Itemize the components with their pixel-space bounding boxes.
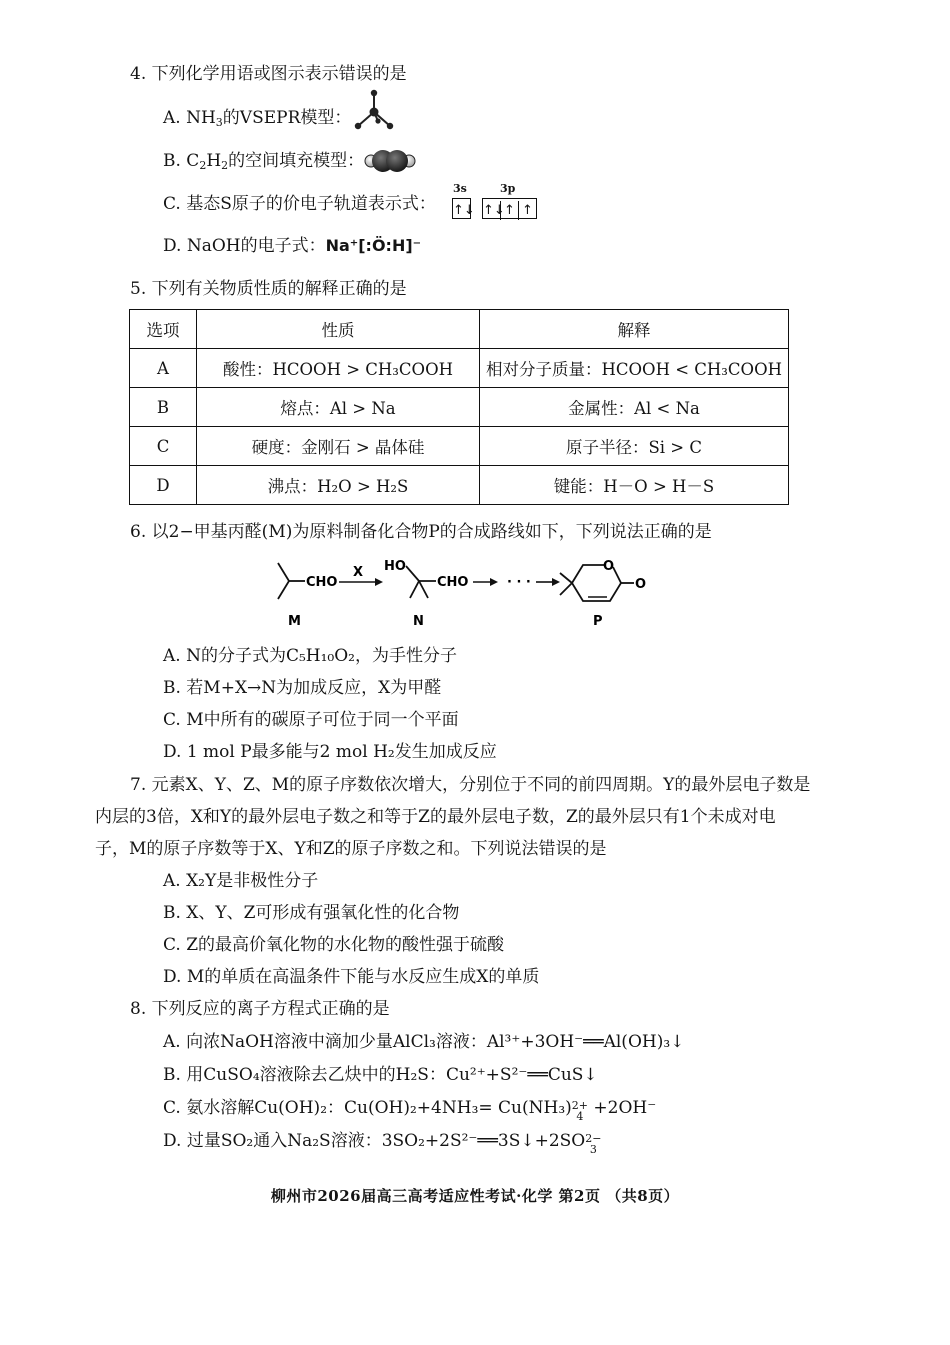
table-header: 解释 bbox=[480, 310, 789, 349]
q5-stem: 5. 下列有关物质性质的解释正确的是 bbox=[130, 279, 407, 299]
p-ring-oxygen: O bbox=[603, 559, 615, 574]
compound-label-n: N bbox=[413, 614, 424, 629]
ellipsis-steps: · · · bbox=[507, 575, 531, 590]
q6-stem: 6. 以2−甲基丙醛(M)为原料制备化合物P的合成路线如下，下列说法正确的是 bbox=[130, 522, 712, 542]
q7-option-d: D. M的单质在高温条件下能与水反应生成X的单质 bbox=[163, 967, 540, 987]
compound-label-m: M bbox=[288, 614, 301, 629]
naoh-electron-formula: Na⁺[:Ö:H]⁻ bbox=[325, 236, 422, 255]
arrow-reagent-label: X bbox=[353, 565, 364, 580]
table-cell: 键能：H－O > H－S bbox=[480, 466, 789, 505]
q8-stem: 8. 下列反应的离子方程式正确的是 bbox=[130, 999, 390, 1019]
table-cell: 金属性：Al < Na bbox=[480, 388, 789, 427]
orbital-label-3s: 3s bbox=[453, 182, 467, 195]
m-group-label: CHO bbox=[306, 575, 338, 590]
p-carbonyl-oxygen: O bbox=[635, 577, 647, 592]
q5-table bbox=[129, 309, 789, 505]
table-header: 性质 bbox=[197, 310, 480, 349]
q7-stem-line-1: 7. 元素X、Y、Z、M的原子序数依次增大，分别位于不同的前四周期。Y的最外层电子数是 bbox=[130, 775, 811, 795]
table-cell: 硬度：金刚石 > 晶体硅 bbox=[197, 427, 480, 466]
q4-option-a: A. $NH_3$的VSEPR模型： bbox=[163, 108, 352, 129]
synthesis-route-scheme bbox=[260, 555, 660, 635]
table-cell: 原子半径：Si > C bbox=[480, 427, 789, 466]
q6-option-a: A. N的分子式为C₅H₁₀O₂，为手性分子 bbox=[163, 646, 457, 666]
table-header: 选项 bbox=[130, 310, 197, 349]
q6-option-d: D. 1 mol P最多能与2 mol H₂发生加成反应 bbox=[163, 742, 497, 762]
page-footer: 柳州市2026届高三高考适应性考试·化学 第2页 （共8页） bbox=[270, 1187, 680, 1205]
q7-option-c: C. Z的最高价氧化物的水化物的酸性强于硫酸 bbox=[163, 935, 505, 955]
n-hydroxy-label: HO bbox=[384, 559, 406, 574]
table-header-row bbox=[130, 310, 789, 349]
orbital-box-3s: ↑↓ bbox=[452, 198, 471, 219]
q6-option-c: C. M中所有的碳原子可位于同一个平面 bbox=[163, 710, 459, 730]
table-row bbox=[130, 388, 789, 427]
q8-option-c: C. 氨水溶解Cu(OH)₂：Cu(OH)₂+4NH₃= Cu(NH₃)2+ 4 +2OH⁻ bbox=[163, 1098, 657, 1123]
table-cell: B bbox=[130, 388, 197, 427]
orbital-box-3p: ↑↓↑ ↑ bbox=[482, 198, 537, 219]
table-cell: A bbox=[130, 349, 197, 388]
q7-option-b: B. X、Y、Z可形成有强氧化性的化合物 bbox=[163, 903, 460, 923]
q7-stem-line-2: 内层的3倍，X和Y的最外层电子数之和等于Z的最外层电子数，Z的最外层只有1个未成对电 bbox=[95, 807, 776, 827]
q8-option-b: B. 用CuSO₄溶液除去乙炔中的H₂S：Cu²⁺+S²⁻══CuS↓ bbox=[163, 1065, 598, 1085]
table-cell: 酸性：HCOOH > CH₃COOH bbox=[197, 349, 480, 388]
q7-stem-line-3: 子，M的原子序数等于X、Y和Z的原子序数之和。下列说法错误的是 bbox=[95, 839, 607, 859]
table-cell: 沸点：H₂O > H₂S bbox=[197, 466, 480, 505]
c2h2-space-filling-model-icon bbox=[364, 146, 416, 176]
q8-option-d: D. 过量SO₂通入Na₂S溶液：3SO₂+2S²⁻══3S↓+2SO2− 3 bbox=[163, 1131, 602, 1156]
compound-label-p: P bbox=[593, 614, 603, 629]
q8-option-a: A. 向浓NaOH溶液中滴加少量AlCl₃溶液：Al³⁺+3OH⁻══Al(OH)₃↓ bbox=[163, 1032, 685, 1052]
table-cell: D bbox=[130, 466, 197, 505]
q4-option-c: C. 基态S原子的价电子轨道表示式： bbox=[163, 194, 436, 214]
table-cell: C bbox=[130, 427, 197, 466]
orbital-label-3p: 3p bbox=[500, 182, 516, 195]
q4-option-d: D. NaOH的电子式：Na⁺[:Ö:H]⁻ bbox=[163, 236, 422, 256]
table-row bbox=[130, 349, 789, 388]
table-row bbox=[130, 466, 789, 505]
q6-option-b: B. 若M+X→N为加成反应，X为甲醛 bbox=[163, 678, 442, 698]
table-cell: 相对分子质量：HCOOH < CH₃COOH bbox=[480, 349, 789, 388]
q4-option-b: B. $C_2H_2$的空间填充模型： bbox=[163, 151, 365, 172]
n-group-label: CHO bbox=[437, 575, 469, 590]
nh3-vsepr-model-icon bbox=[352, 88, 398, 134]
q7-option-a: A. X₂Y是非极性分子 bbox=[163, 871, 319, 891]
q4-stem: 4. 下列化学用语或图示表示错误的是 bbox=[130, 64, 407, 84]
table-cell: 熔点：Al > Na bbox=[197, 388, 480, 427]
table-row bbox=[130, 427, 789, 466]
